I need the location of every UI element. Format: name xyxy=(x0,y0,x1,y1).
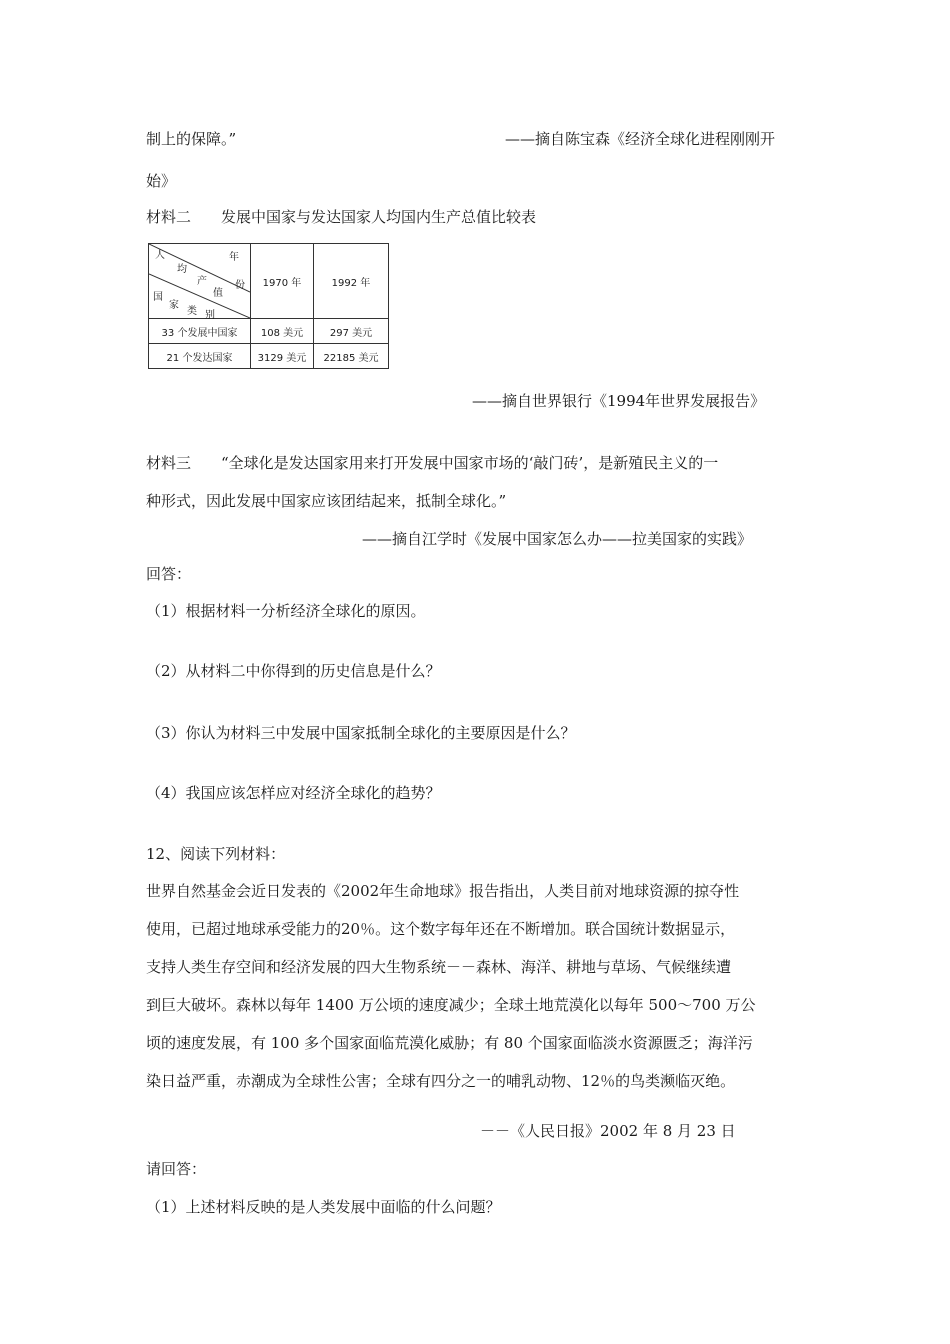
source-citation: ——摘自世界银行《1994年世界发展报告》 xyxy=(472,392,766,410)
header-char: 产 xyxy=(197,276,207,287)
ask-label: 请回答： xyxy=(146,1160,207,1178)
gdp-comparison-table xyxy=(148,243,389,369)
header-char: 国 xyxy=(153,292,163,303)
header-char: 类 xyxy=(187,306,197,317)
paragraph-line: 到巨大破坏。森林以每年 1400 万公顷的速度减少；全球土地荒漠化以每年 500～700 万公 xyxy=(146,996,756,1014)
table-diagonal-header xyxy=(149,244,251,319)
row-label: 33 个发展中国家 xyxy=(149,319,251,344)
question: （1）根据材料一分析经济全球化的原因。 xyxy=(146,602,426,620)
text-line: 始》 xyxy=(146,172,177,190)
header-char: 人 xyxy=(155,250,165,261)
cell-1970: 3129 美元 xyxy=(251,344,314,369)
paragraph-line: 使用，已超过地球承受能力的20％。这个数字每年还在不断增加。联合国统计数据显示， xyxy=(146,920,736,938)
text-line: 种形式，因此发展中国家应该团结起来，抵制全球化。” xyxy=(146,492,507,510)
material-2-title: 材料二 发展中国家与发达国家人均国内生产总值比较表 xyxy=(146,208,537,226)
source-citation: ——摘自江学时《发展中国家怎么办——拉美国家的实践》 xyxy=(362,530,753,548)
col-header-1992: 1992 年 xyxy=(314,244,389,319)
header-char: 值 xyxy=(213,288,223,299)
col-header-1970: 1970 年 xyxy=(251,244,314,319)
question: （3）你认为材料三中发展中国家抵制全球化的主要原因是什么？ xyxy=(146,724,576,742)
cell-1992: 22185 美元 xyxy=(314,344,389,369)
cell-1992: 297 美元 xyxy=(314,319,389,344)
table-row xyxy=(149,344,389,369)
row-label: 21 个发达国家 xyxy=(149,344,251,369)
question: （2）从材料二中你得到的历史信息是什么？ xyxy=(146,662,441,680)
question-heading: 12、阅读下列材料： xyxy=(146,845,286,863)
text-line: 制上的保障。” xyxy=(146,130,237,148)
question: （1）上述材料反映的是人类发展中面临的什么问题？ xyxy=(146,1198,501,1216)
source-citation: －－《人民日报》2002 年 8 月 23 日 xyxy=(480,1122,736,1140)
answer-label: 回答： xyxy=(146,565,192,583)
header-char: 均 xyxy=(177,264,187,275)
paragraph-line: 染日益严重，赤潮成为全球性公害；全球有四分之一的哺乳动物、12％的鸟类濒临灭绝。 xyxy=(146,1072,736,1090)
header-char: 年 xyxy=(229,252,239,263)
paragraph-line: 顷的速度发展，有 100 多个国家面临荒漠化威胁；有 80 个国家面临淡水资源匮乏；海洋污 xyxy=(146,1034,753,1052)
paragraph-line: 世界自然基金会近日发表的《2002年生命地球》报告指出，人类目前对地球资源的掠夺性 xyxy=(146,882,740,900)
header-char: 别 xyxy=(205,310,215,321)
table-row xyxy=(149,319,389,344)
header-char: 家 xyxy=(169,300,179,311)
paragraph-line: 支持人类生存空间和经济发展的四大生物系统－－森林、海洋、耕地与草场、气候继续遭 xyxy=(146,958,732,976)
text-line: 材料三 “全球化是发达国家用来打开发展中国家市场的‘敲门砖’，是新殖民主义的一 xyxy=(146,454,719,472)
header-char: 份 xyxy=(235,280,245,291)
source-citation: ——摘自陈宝森《经济全球化进程刚刚开 xyxy=(505,130,776,148)
cell-1970: 108 美元 xyxy=(251,319,314,344)
question: （4）我国应该怎样应对经济全球化的趋势？ xyxy=(146,784,441,802)
